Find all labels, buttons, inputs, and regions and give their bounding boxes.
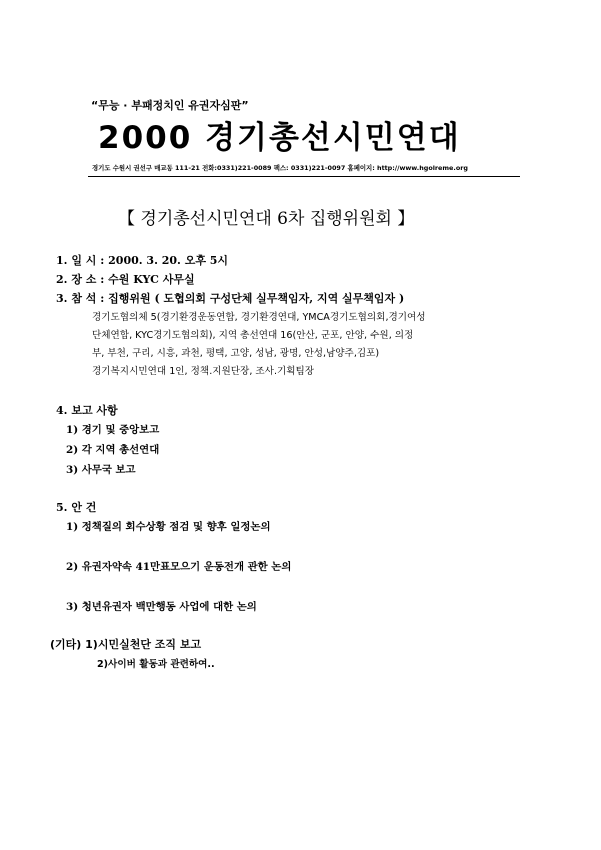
attendees-detail-line: 단체연합, KYC경기도협의회), 지역 총선연대 16(안산, 군포, 안양, 수원, 의정 — [92, 330, 414, 341]
section-place-label: 2. 장 소 : — [56, 273, 105, 286]
section-agenda-label: 5. 안 건 — [56, 501, 97, 514]
agenda-item: 2) 유권자약속 41만표모으기 운동전개 관한 논의 — [66, 561, 292, 573]
section-date-label: 1. 일 시 : — [56, 254, 105, 267]
attendees-detail-line: 부, 부천, 구리, 시흥, 과천, 평택, 고양, 성남, 광명, 안성,남양주,김포) — [92, 348, 380, 359]
agenda-item: 3) 청년유권자 백만행동 사업에 대한 논의 — [66, 601, 257, 613]
agenda-item: 1) 정책질의 회수상황 점검 및 향후 일정논의 — [66, 521, 271, 533]
other-item: 1)시민실천단 조직 보고 — [85, 638, 202, 651]
organization-title: 2000 경기총선시민연대 — [98, 120, 461, 156]
header-divider — [88, 176, 520, 177]
section-attendees-label: 3. 참 석 : — [56, 292, 105, 305]
report-item: 1) 경기 및 중앙보고 — [66, 424, 160, 436]
section-other-label: (기타) — [50, 638, 82, 651]
section-place-value: 수원 KYC 사무실 — [108, 273, 195, 286]
attendees-detail-line: 경기도협의체 5(경기환경운동연합, 경기환경연대, YMCA경기도협의회,경기여성 — [92, 312, 426, 323]
attendees-detail-line: 경기복지시민연대 1인, 정책.지원단장, 조사.기획팀장 — [92, 366, 315, 377]
report-item: 3) 사무국 보고 — [66, 464, 136, 476]
section-other — [50, 636, 201, 652]
section-attendees — [56, 290, 404, 306]
other-item: 2)사이버 활동과 관련하여.. — [97, 659, 215, 670]
section-date-value: 2000. 3. 20. 오후 5시 — [108, 254, 229, 267]
section-place — [56, 271, 195, 287]
section-reports-label: 4. 보고 사항 — [56, 404, 118, 417]
report-item: 2) 각 지역 총선연대 — [66, 444, 160, 456]
section-date — [56, 252, 228, 268]
slogan: “무능 · 부패정치인 유권자심판” — [91, 99, 249, 112]
organization-contact-line: 경기도 수원시 권선구 매교동 111-21 전화:0331)221-0089 팩스: 0331)221-0097 홈페이지: http://www.hgolreme.org — [92, 164, 468, 172]
meeting-title: 【 경기총선시민연대 6차 집행위원회 】 — [118, 209, 415, 229]
section-attendees-value: 집행위원 ( 도협의회 구성단체 실무책임자, 지역 실무책임자 ) — [108, 292, 405, 305]
